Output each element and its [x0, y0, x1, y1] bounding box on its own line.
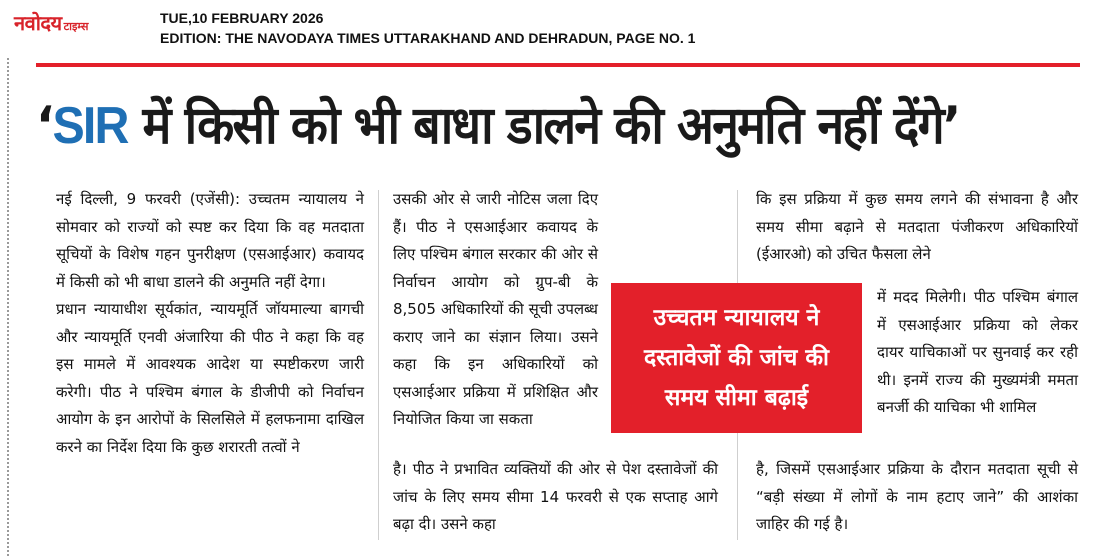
headline-close-quote: ’ — [942, 96, 960, 156]
top-red-rule — [36, 63, 1080, 67]
headline-sir: SIR — [52, 97, 128, 155]
left-dotted-rule — [7, 58, 9, 556]
headline-text: में किसी को भी बाधा डालने की अनुमति नहीं देंगे — [127, 96, 943, 156]
article-column-3-middle — [877, 284, 1078, 422]
paragraph: नई दिल्ली, 9 फरवरी (एजेंसी): उच्चतम न्यायालय ने सोमवार को राज्यों को स्पष्ट कर दिया कि वह मतदाता सूचियों के विशेष गहन पुनरीक्षण (एसआईआर) कवायद में किसी को भी बाधा डालने की अनुमति नहीं देगा। — [56, 190, 364, 291]
column-divider — [378, 190, 379, 540]
callout-line: दस्तावेजों की जांच की — [644, 345, 829, 371]
article-column-2-top — [393, 186, 598, 434]
paragraph: कि इस प्रक्रिया में कुछ समय लगने की संभावना है और समय सीमा बढ़ाने से मतदाता पंजीकरण अधिकारियों (ईआरओ) को उचित फैसला लेने — [756, 190, 1078, 263]
logo-main-text: नवोदय — [14, 11, 62, 35]
callout-line: समय सीमा बढ़ाई — [664, 385, 809, 411]
paragraph: उसकी ओर से जारी नोटिस जला दिए हैं। पीठ ने एसआईआर कवायद के लिए पश्चिम बंगाल सरकार की ओर से निर्वाचन आयोग को ग्रुप-बी के 8,505 अधिकारियों की सूची उपलब्ध कराए जाने का संज्ञान लिया। उसने कहा कि इन अधिकारियों को एसआईआर प्रक्रिया में प्रशिक्षित और नियोजित किया जा सकता — [393, 190, 598, 428]
headline-open-quote: ‘ — [36, 96, 53, 156]
article-column-2-bottom — [393, 456, 718, 539]
newspaper-logo[interactable] — [14, 8, 88, 34]
logo-sub-text: टाइम्स — [63, 20, 89, 33]
callout-line: उच्चतम न्यायालय ने — [653, 305, 820, 331]
publication-date: TUE,10 FEBRUARY 2026 — [160, 10, 324, 26]
paragraph: में मदद मिलेगी। पीठ पश्चिम बंगाल में एसआईआर प्रक्रिया को लेकर दायर याचिकाओं पर सुनवाई कर रही थी। इनमें राज्य की मुख्यमंत्री ममता बनर्जी की याचिका भी शामिल — [877, 288, 1078, 416]
paragraph: प्रधान न्यायाधीश सूर्यकांत, न्यायमूर्ति जॉयमाल्या बागची और न्यायमूर्ति एनवी अंजारिया की पीठ ने कहा कि वह इस मामले में आवश्यक आदेश या स्पष्टीकरण जारी करेगी। पीठ ने पश्चिम बंगाल के डीजीपी को निर्वाचन आयोग के इन आरोपों के सिलसिले में हलफनामा दाखिल करने का निर्देश दिया कि कुछ शरारती तत्वों ने — [56, 300, 364, 456]
article-column-3-top — [756, 186, 1078, 269]
edition-line: EDITION: THE NAVODAYA TIMES UTTARAKHAND AND DEHRADUN, PAGE NO. 1 — [160, 30, 696, 46]
highlight-callout-box — [611, 283, 862, 433]
paragraph: है। पीठ ने प्रभावित व्यक्तियों की ओर से पेश दस्तावेजों की जांच के लिए समय सीमा 14 फरवरी से एक सप्ताह आगे बढ़ा दी। उसने कहा — [393, 460, 718, 533]
masthead — [0, 0, 1097, 54]
article-column-1 — [56, 186, 364, 461]
edition-info — [160, 8, 695, 48]
article-headline — [36, 78, 1013, 174]
paragraph: है, जिसमें एसआईआर प्रक्रिया के दौरान मतदाता सूची से “बड़ी संख्या में लोगों के नाम हटाए जाने” की आशंका जाहिर की गई है। — [756, 460, 1078, 533]
article-column-3-bottom — [756, 456, 1078, 539]
